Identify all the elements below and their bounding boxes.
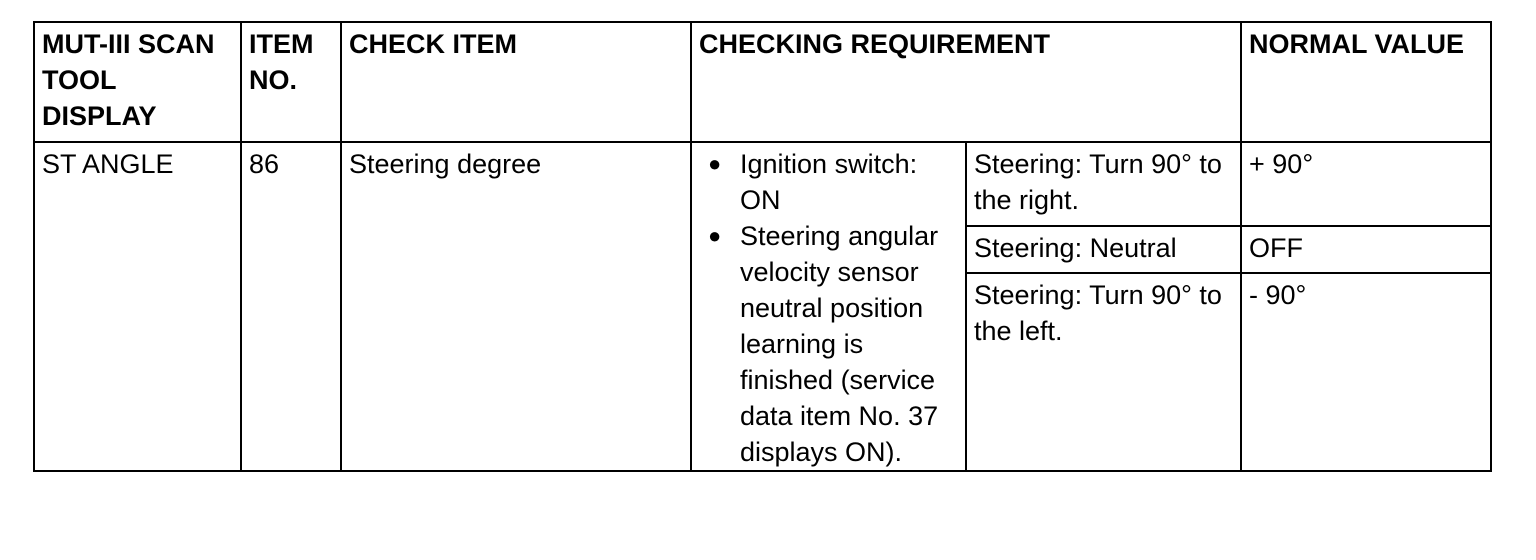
condition-text: Steering angular velocity sensor neutral position learning is finished (service data item No. 37 displays ON). [740,221,939,467]
condition-list [706,146,959,470]
service-data-table [33,21,1492,472]
requirement-cell-left: Steering: Turn 90° to the left. [966,273,1241,471]
condition-text: Ignition switch: ON [740,149,918,215]
table-row [34,142,1491,226]
requirement-cell-right: Steering: Turn 90° to the right. [966,142,1241,226]
bullet-dot-icon: ● [708,223,722,248]
normal-value-cell-left: - 90° [1241,273,1491,471]
condition-item [706,146,959,218]
scan-tool-display-cell: ST ANGLE [34,142,241,471]
bullet-dot-icon: ● [708,151,722,176]
requirement-cell-neutral: Steering: Neutral [966,226,1241,273]
header-scan-tool-display: MUT-III SCAN TOOL DISPLAY [34,22,241,142]
header-normal-value: NORMAL VALUE [1241,22,1491,142]
check-item-cell: Steering degree [341,142,691,471]
item-no-cell: 86 [241,142,341,471]
normal-value-cell-neutral: OFF [1241,226,1491,273]
table-header-row [34,22,1491,142]
condition-item [706,218,959,470]
header-checking-requirement: CHECKING REQUIREMENT [691,22,1241,142]
header-check-item: CHECK ITEM [341,22,691,142]
conditions-cell [691,142,966,471]
normal-value-cell-right: + 90° [1241,142,1491,226]
header-item-no: ITEM NO. [241,22,341,142]
